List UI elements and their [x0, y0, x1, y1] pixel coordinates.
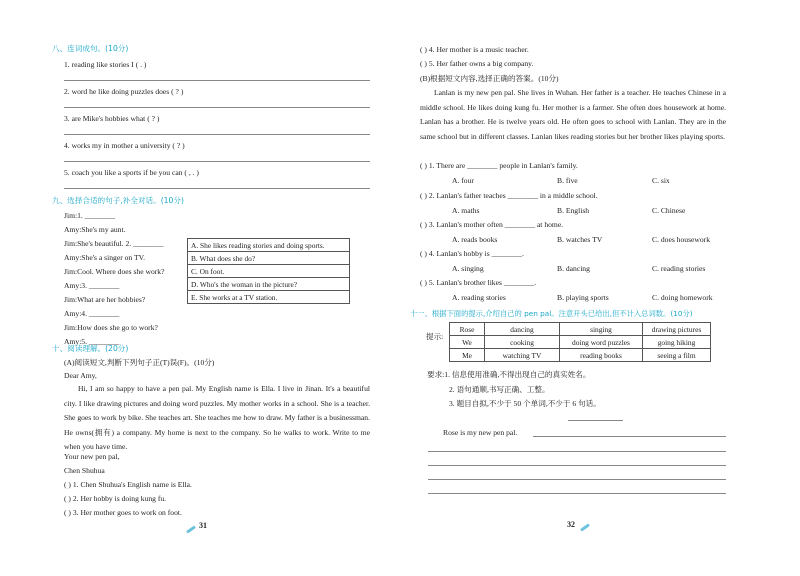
option-d: D. Who's the woman in the picture?: [188, 278, 350, 291]
pencil-icon: [186, 525, 196, 533]
sentence-item: 3. are Mike's hobbies what ( ? ): [64, 114, 160, 123]
page-number-left: 31: [199, 521, 207, 530]
sentence-item: 4. works my in mother a university ( ? ): [64, 141, 185, 150]
title-line[interactable]: [568, 420, 623, 421]
mc-option: A. reads books: [452, 235, 498, 244]
letter-signature: Chen Shuhua: [64, 466, 105, 475]
mc-question: ( ) 4. Lanlan's hobby is ________.: [420, 249, 524, 258]
mc-option: B. playing sports: [557, 293, 609, 302]
mc-option: B. watches TV: [557, 235, 603, 244]
sentence-item: 5. coach you like a sports if be you can ( , . ): [64, 168, 199, 177]
option-c: C. On foot.: [188, 265, 350, 278]
writing-line[interactable]: [428, 451, 726, 452]
section-10-title: 十、阅读理解。(20分): [52, 344, 129, 353]
answer-line[interactable]: [64, 134, 370, 135]
option-a: A. She likes reading stories and doing sports.: [188, 239, 350, 252]
requirement-line: 要求:1. 信息使用准确,不得出现自己的真实姓名。: [427, 370, 591, 379]
table-row: Rose dancing singing drawing pictures: [450, 323, 711, 336]
table-row: We cooking doing word puzzles going hiking: [450, 336, 711, 349]
dialogue-line: Jim:1. ________: [64, 211, 116, 220]
mc-option: A. singing: [452, 264, 484, 273]
tf-question: ( ) 2. Her hobby is doing kung fu.: [64, 494, 167, 503]
writing-line[interactable]: [428, 465, 726, 466]
options-box: [187, 238, 350, 304]
mc-question: ( ) 2. Lanlan's father teaches ________ in a middle school.: [420, 191, 598, 200]
mc-option: B. dancing: [557, 264, 590, 273]
sentence-item: 2. word he like doing puzzles does ( ? ): [64, 87, 184, 96]
mc-option: A. maths: [452, 206, 480, 215]
part-a-instruction: (A)阅读短文,判断下列句子正(T)误(F)。(10分): [64, 358, 215, 367]
answer-line[interactable]: [64, 161, 370, 162]
answer-line[interactable]: [64, 188, 370, 189]
tf-question: ( ) 3. Her mother goes to work on foot.: [64, 508, 182, 517]
requirement-line: 3. 题目自拟,不少于 50 个单词,不少于 6 句话。: [449, 399, 601, 408]
option-b: B. What does she do?: [188, 252, 350, 265]
tf-question: ( ) 1. Chen Shuhua's English name is Ella.: [64, 480, 192, 489]
dialogue-line: Amy:She's a singer on TV.: [64, 253, 146, 262]
dialogue-line: Jim:She's beautiful. 2. ________: [64, 239, 164, 248]
answer-line[interactable]: [64, 107, 370, 108]
letter-greeting: Dear Amy,: [64, 371, 97, 380]
sentence-item: 1. reading like stories I ( . ): [64, 60, 147, 69]
answer-line[interactable]: [64, 80, 370, 81]
mc-option: B. English: [557, 206, 590, 215]
section-11-title: 十一、根据下面的提示,介绍自己的 pen pal。注意开头已给出,但不计入总词数。(10分): [410, 309, 693, 318]
letter-body: Hi, I am so happy to have a pen pal. My English name is Ella. I live in Jinan. It's a beautiful city. I like drawing pictures and doing word puzzles. My mother works in a school. She is a teacher. She goes to work by bike. She teaches art. She teaches me how to draw. My father is a businessman. He owns(拥有) a company. My home is next to the company. So he walks to work. Write to me when you have time.: [64, 384, 370, 451]
table-row: Me watching TV reading books seeing a film: [450, 349, 711, 362]
dialogue-line: Amy:She's my aunt.: [64, 225, 126, 234]
reading-passage: Lanlan is my new pen pal. She lives in Wuhan. Her father is a teacher. He teaches Chinese in a middle school. He likes doing kung fu. Her mother is a farmer. She often does housework at home. Lanlan has a brother. He is twelve years old. He often goes to school with Lanlan. They are in the same school but in different classes. Lanlan likes reading stories but her brother likes playing sports.: [420, 88, 726, 141]
dialogue-line: Jim:What are her hobbies?: [64, 295, 146, 304]
section-8-title: 八、连词成句。(10分): [52, 44, 129, 53]
mc-option: A. four: [452, 176, 474, 185]
mc-option: C. Chinese: [652, 206, 686, 215]
section-9-title: 九、选择合适的句子,补全对话。(10分): [52, 196, 184, 205]
mc-question: ( ) 3. Lanlan's mother often ________ at home.: [420, 220, 564, 229]
mc-question: ( ) 5. Lanlan's brother likes ________.: [420, 278, 537, 287]
hint-table: [449, 322, 711, 362]
tf-question: ( ) 5. Her father owns a big company.: [420, 59, 534, 68]
dialogue-line: Jim:How does she go to work?: [64, 323, 158, 332]
requirement-line: 2. 语句通顺,书写正确、工整。: [449, 385, 550, 394]
part-b-instruction: (B)根据短文内容,选择正确的答案。(10分): [420, 74, 559, 83]
mc-option: C. doing homework: [652, 293, 713, 302]
page-number-right: 32: [567, 520, 575, 529]
writing-line[interactable]: [533, 436, 726, 437]
dialogue-line: Amy:5. ________: [64, 337, 120, 346]
dialogue-line: Amy:3. ________: [64, 281, 120, 290]
tf-question: ( ) 4. Her mother is a music teacher.: [420, 45, 529, 54]
writing-start: Rose is my new pen pal.: [443, 428, 518, 437]
mc-question: ( ) 1. There are ________ people in Lanlan's family.: [420, 161, 578, 170]
pencil-icon: [580, 523, 590, 531]
dialogue-line: Jim:Cool. Where does she work?: [64, 267, 165, 276]
letter-closing: Your new pen pal,: [64, 452, 120, 461]
mc-option: B. five: [557, 176, 578, 185]
writing-line[interactable]: [428, 493, 726, 494]
mc-option: C. reading stories: [652, 264, 706, 273]
option-e: E. She works at a TV station.: [188, 291, 350, 304]
writing-line[interactable]: [428, 479, 726, 480]
hint-label: 提示:: [426, 332, 444, 341]
dialogue-line: Amy:4. ________: [64, 309, 120, 318]
mc-option: C. six: [652, 176, 670, 185]
mc-option: A. reading stories: [452, 293, 506, 302]
mc-option: C. does housework: [652, 235, 711, 244]
